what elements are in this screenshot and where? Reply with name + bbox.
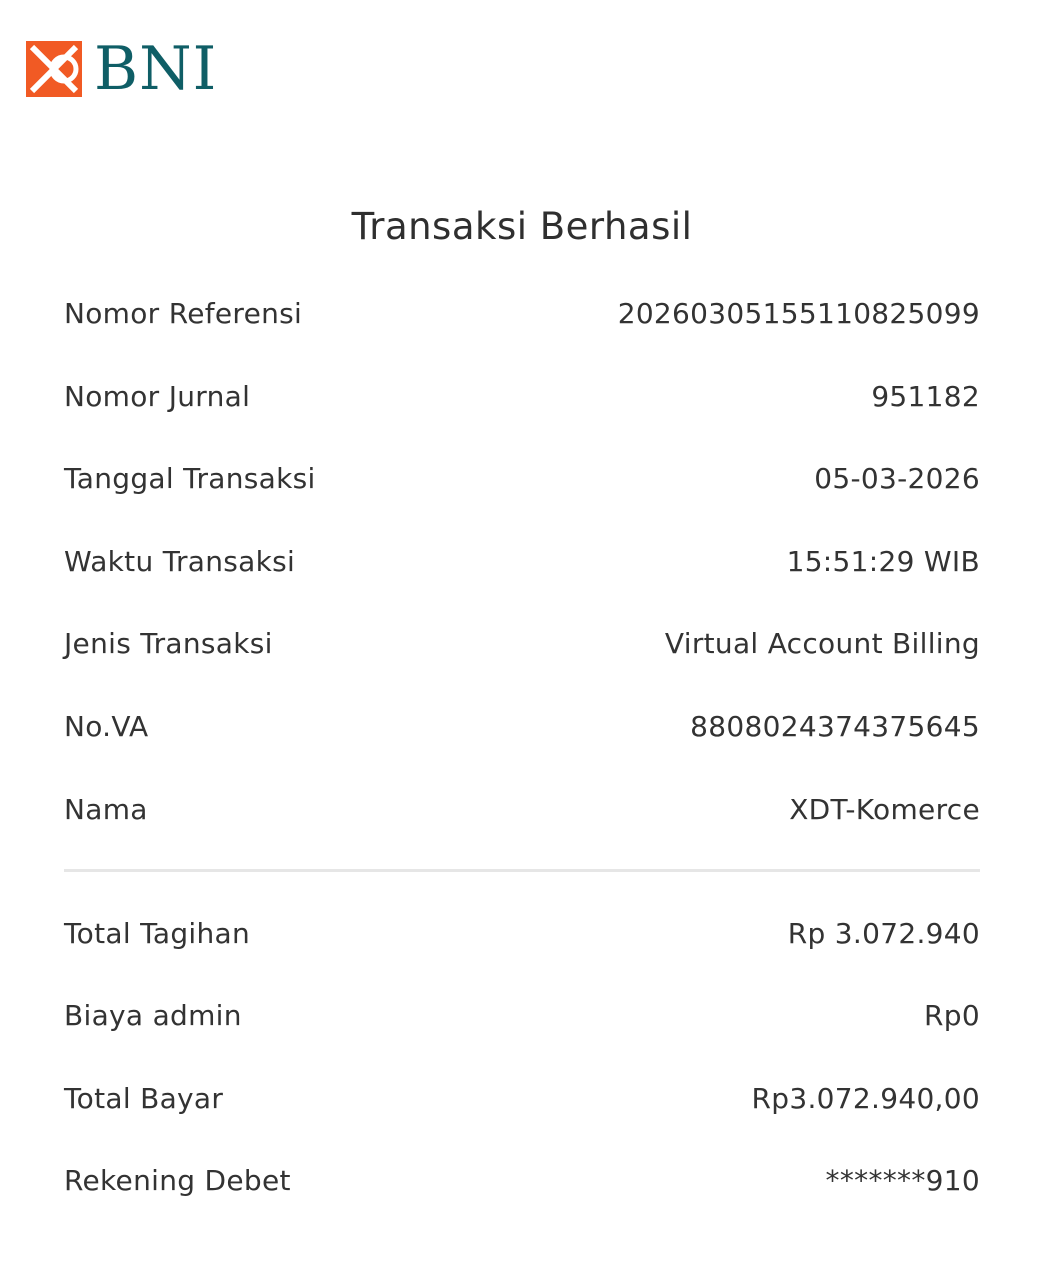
section-divider bbox=[64, 869, 980, 872]
detail-value: 05-03-2026 bbox=[814, 461, 980, 495]
summary-value: *******910 bbox=[825, 1163, 980, 1197]
detail-label: Waktu Transaksi bbox=[64, 544, 296, 578]
bni-logo-text: BNI bbox=[94, 34, 218, 104]
page-title: Transaksi Berhasil bbox=[351, 205, 693, 248]
detail-row-transaction-type bbox=[64, 623, 980, 663]
summary-row-debit-account bbox=[64, 1160, 980, 1200]
detail-row-transaction-date bbox=[64, 458, 980, 498]
detail-value: 951182 bbox=[871, 379, 980, 413]
detail-value: Virtual Account Billing bbox=[664, 626, 980, 660]
summary-row-total-bill bbox=[64, 913, 980, 953]
summary-label: Rekening Debet bbox=[64, 1163, 291, 1197]
detail-value: 15:51:29 WIB bbox=[786, 544, 980, 578]
summary-row-admin-fee bbox=[64, 995, 980, 1035]
summary-value: Rp0 bbox=[924, 998, 980, 1032]
summary-value: Rp 3.072.940 bbox=[787, 916, 980, 950]
summary-label: Total Tagihan bbox=[64, 916, 251, 950]
detail-label: No.VA bbox=[64, 709, 149, 743]
detail-value: 20260305155110825099 bbox=[617, 296, 980, 330]
summary-label: Biaya admin bbox=[64, 998, 242, 1032]
bni-logo-mark-icon bbox=[26, 41, 82, 97]
detail-value: XDT-Komerce bbox=[789, 792, 980, 826]
detail-label: Nomor Jurnal bbox=[64, 379, 251, 413]
summary-value: Rp3.072.940,00 bbox=[751, 1081, 980, 1115]
detail-label: Jenis Transaksi bbox=[64, 626, 273, 660]
detail-label: Tanggal Transaksi bbox=[64, 461, 316, 495]
summary-row-total-paid bbox=[64, 1078, 980, 1118]
detail-label: Nomor Referensi bbox=[64, 296, 303, 330]
summary-label: Total Bayar bbox=[64, 1081, 224, 1115]
detail-label: Nama bbox=[64, 792, 148, 826]
detail-row-reference-number bbox=[64, 293, 980, 333]
detail-row-transaction-time bbox=[64, 541, 980, 581]
detail-row-journal-number bbox=[64, 376, 980, 416]
detail-value: 8808024374375645 bbox=[690, 709, 980, 743]
detail-row-name bbox=[64, 789, 980, 829]
detail-row-va-number bbox=[64, 706, 980, 746]
bni-logo bbox=[26, 34, 218, 104]
